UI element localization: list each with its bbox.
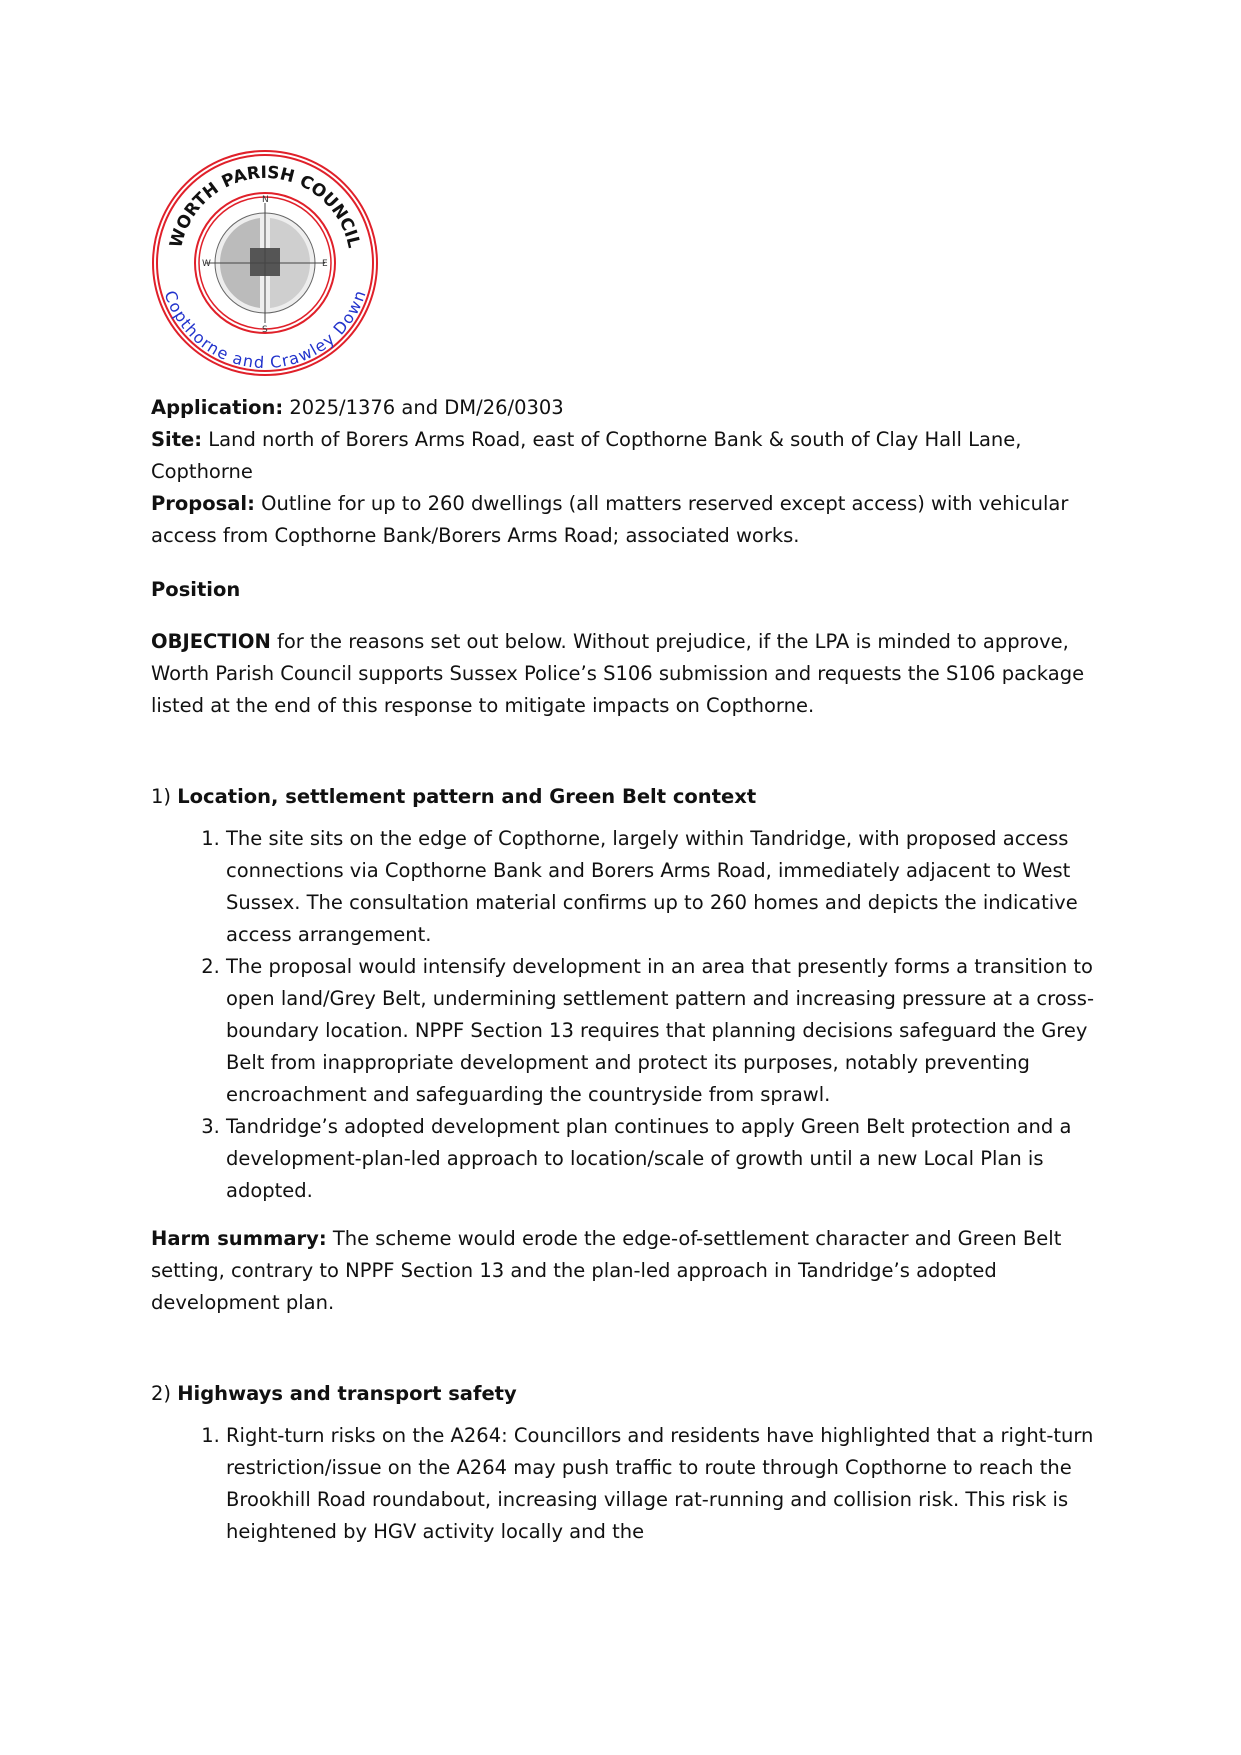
list-item: 2. The proposal would intensify development in an area that presently forms a transition to open land/Grey Belt, undermining settlement pattern and increasing pressure at a cross-boundary location. NPPF Section 13 requires that planning decisions safeguard the Grey Belt from inappropriate development and protect its purposes, notably preventing encroachment and safeguarding the countryside from sprawl. <box>226 951 1111 1111</box>
svg-text:W: W <box>202 259 211 269</box>
objection-label: OBJECTION <box>151 630 271 653</box>
svg-text:WORTH PARISH COUNCIL: WORTH PARISH COUNCIL <box>166 162 364 251</box>
site-line <box>151 424 1111 488</box>
position-heading: Position <box>151 578 241 601</box>
harm-summary-label: Harm summary: <box>151 1227 327 1250</box>
svg-text:E: E <box>322 259 328 269</box>
section-1-list <box>151 823 1111 1207</box>
harm-summary <box>151 1223 1111 1319</box>
list-item: 3. Tandridge’s adopted development plan continues to apply Green Belt protection and a development-plan-led approach to location/scale of growth until a new Local Plan is adopted. <box>226 1111 1111 1207</box>
objection-paragraph <box>151 626 1111 722</box>
list-item: 1. The site sits on the edge of Copthorne, largely within Tandridge, with proposed access connections via Copthorne Bank and Borers Arms Road, immediately adjacent to West Sussex. The consultation material confirms up to 260 homes and depicts the indicative access arrangement. <box>226 823 1111 951</box>
site-label: Site: <box>151 428 203 451</box>
proposal-label: Proposal: <box>151 492 255 515</box>
worth-parish-council-logo <box>150 148 380 378</box>
list-item: 1. Right-turn risks on the A264: Councillors and residents have highlighted that a right-turn restriction/issue on the A264 may push traffic to route through Copthorne to reach the Brookhill Road roundabout, increasing village rat-running and collision risk. This risk is heightened by HGV activity locally and the <box>226 1420 1111 1548</box>
harm-summary-text: The scheme would erode the edge-of-settlement character and Green Belt setting, contrary to NPPF Section 13 and the plan-led approach in Tandridge’s adopted development plan. <box>151 1227 1062 1314</box>
site-value: Land north of Borers Arms Road, east of Copthorne Bank & south of Clay Hall Lane, Copthorne <box>151 428 1022 483</box>
svg-text:S: S <box>262 325 268 335</box>
proposal-line <box>151 488 1111 552</box>
proposal-value: Outline for up to 260 dwellings (all matters reserved except access) with vehicular access from Copthorne Bank/Borers Arms Road; associated works. <box>151 492 1069 547</box>
application-label: Application: <box>151 396 284 419</box>
section-2-list <box>151 1420 1111 1548</box>
objection-text: for the reasons set out below. Without prejudice, if the LPA is minded to approve, Worth Parish Council supports Sussex Police’s S106 submission and requests the S106 package listed at the end of this response to mitigate impacts on Copthorne. <box>151 630 1085 717</box>
application-line <box>151 392 1111 424</box>
section-heading-1: 1) Location, settlement pattern and Green Belt context <box>151 785 757 808</box>
section-heading-2: 2) Highways and transport safety <box>151 1382 517 1405</box>
svg-text:Copthorne and Crawley Down: Copthorne and Crawley Down <box>160 288 370 373</box>
application-value: 2025/1376 and DM/26/0303 <box>283 396 564 419</box>
svg-text:N: N <box>262 195 269 205</box>
document-body <box>151 392 1111 1548</box>
